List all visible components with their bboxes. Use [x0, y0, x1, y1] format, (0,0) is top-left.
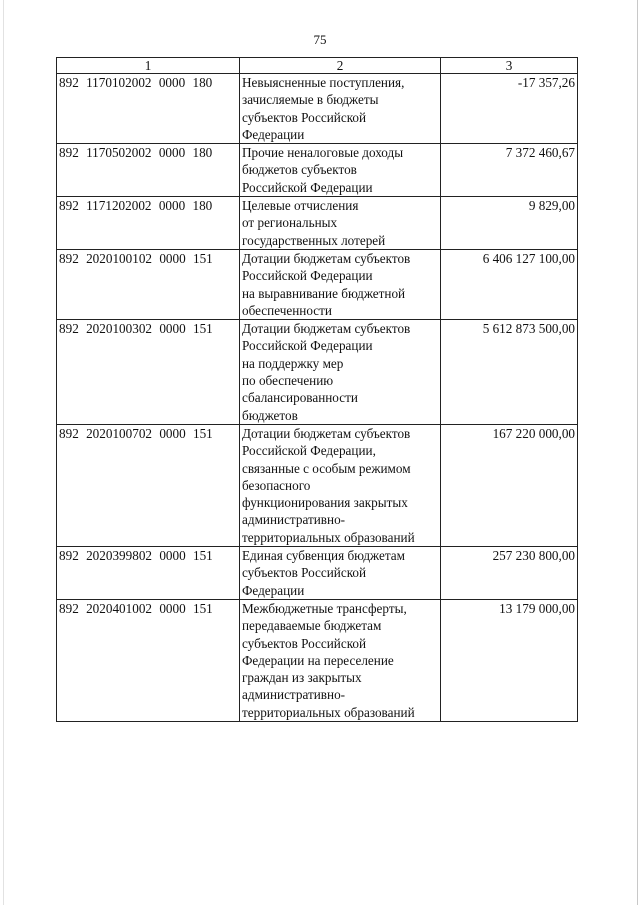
table-row [57, 424, 578, 546]
budget-code-cell: 892 1171202002 0000 180 [57, 197, 240, 250]
column-header: 2 [240, 58, 441, 74]
amount-cell: -17 357,26 [441, 74, 578, 144]
budget-code-cell: 892 2020399802 0000 151 [57, 547, 240, 600]
amount-cell: 13 179 000,00 [441, 599, 578, 721]
revenue-name-cell: Прочие неналоговые доходы бюджетов субъектов Российской Федерации [240, 144, 441, 197]
amount-cell: 167 220 000,00 [441, 424, 578, 546]
budget-revenue-table [56, 57, 578, 722]
table-row [57, 599, 578, 721]
amount-cell: 9 829,00 [441, 197, 578, 250]
revenue-name-cell: Невыясненные поступления, зачисляемые в бюджеты субъектов Российской Федерации [240, 74, 441, 144]
revenue-name-cell: Межбюджетные трансферты, передаваемые бюджетам субъектов Российской Федерации на переселение граждан из закрытых административно- территориальных образований [240, 599, 441, 721]
revenue-name-cell: Целевые отчисления от региональных государственных лотерей [240, 197, 441, 250]
table-row [57, 547, 578, 600]
scan-edge-left [3, 0, 4, 905]
table-row [57, 144, 578, 197]
revenue-name-cell: Дотации бюджетам субъектов Российской Федерации на выравнивание бюджетной обеспеченности [240, 249, 441, 319]
budget-code-cell: 892 1170502002 0000 180 [57, 144, 240, 197]
column-header: 3 [441, 58, 578, 74]
table-header-row [57, 58, 578, 74]
budget-code-cell: 892 2020100702 0000 151 [57, 424, 240, 546]
budget-code-cell: 892 2020401002 0000 151 [57, 599, 240, 721]
budget-code-cell: 892 1170102002 0000 180 [57, 74, 240, 144]
scan-edge-right [637, 0, 638, 905]
revenue-name-cell: Единая субвенция бюджетам субъектов Российской Федерации [240, 547, 441, 600]
amount-cell: 5 612 873 500,00 [441, 320, 578, 425]
amount-cell: 257 230 800,00 [441, 547, 578, 600]
table-row [57, 249, 578, 319]
page-number: 75 [313, 32, 327, 47]
table-row [57, 74, 578, 144]
column-header: 1 [57, 58, 240, 74]
budget-code-cell: 892 2020100302 0000 151 [57, 320, 240, 425]
amount-cell: 7 372 460,67 [441, 144, 578, 197]
amount-cell: 6 406 127 100,00 [441, 249, 578, 319]
budget-code-cell: 892 2020100102 0000 151 [57, 249, 240, 319]
revenue-name-cell: Дотации бюджетам субъектов Российской Федерации, связанные с особым режимом безопасного функционирования закрытых административно- территориальных образований [240, 424, 441, 546]
table-row [57, 320, 578, 425]
revenue-name-cell: Дотации бюджетам субъектов Российской Федерации на поддержку мер по обеспечению сбалансированности бюджетов [240, 320, 441, 425]
table-row [57, 197, 578, 250]
